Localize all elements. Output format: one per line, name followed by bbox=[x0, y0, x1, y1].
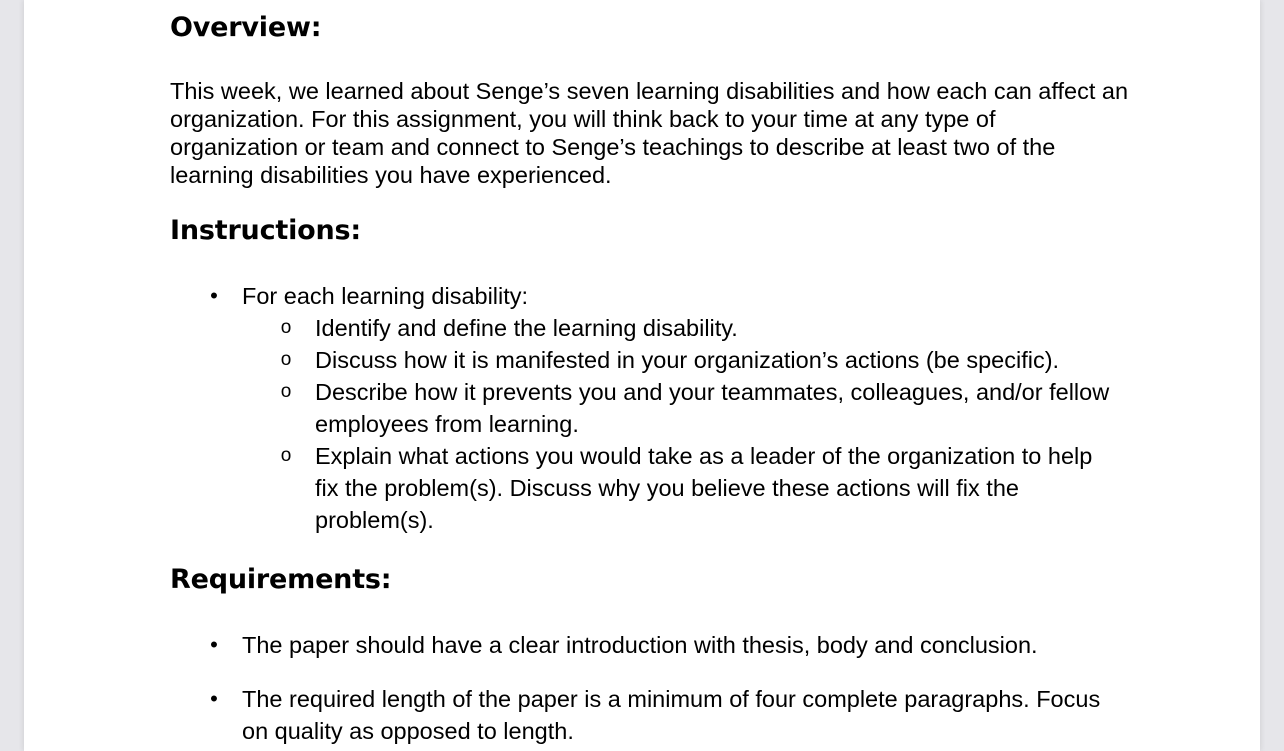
sub-bullet-icon: o bbox=[280, 445, 292, 466]
sub-bullet-icon: o bbox=[280, 317, 292, 338]
instructions-subitem-text: Discuss how it is manifested in your organization’s actions (be specific). bbox=[315, 347, 1060, 373]
bullet-icon: • bbox=[210, 686, 218, 711]
instructions-subitem-text: Describe how it prevents you and your teammates, colleagues, and/or fellow employees from learning. bbox=[315, 379, 1110, 437]
requirements-bullet-text: The required length of the paper is a minimum of four complete paragraphs. Focus on quality as opposed to length. bbox=[242, 686, 1101, 744]
instructions-subitem-text: Explain what actions you would take as a leader of the organization to help fix the problem(s). Discuss why you believe these actions will fix the problem(s). bbox=[315, 443, 1093, 533]
sub-bullet-icon: o bbox=[280, 381, 292, 402]
instructions-heading: Instructions: bbox=[170, 215, 361, 246]
document-page bbox=[24, 0, 1260, 751]
requirements-bullet-text: The paper should have a clear introduction with thesis, body and conclusion. bbox=[242, 632, 1038, 658]
instructions-subitem-text: Identify and define the learning disability. bbox=[315, 315, 738, 341]
overview-heading: Overview: bbox=[170, 12, 322, 43]
instructions-bullet-text: For each learning disability: bbox=[242, 283, 529, 309]
bullet-icon: • bbox=[210, 632, 218, 657]
overview-paragraph: This week, we learned about Senge’s seven learning disabilities and how each can affect an organization. For this assignment, you will think back to your time at any type of organization or team and connect to Senge’s teachings to describe at least two of the learning disabilities you have experienced. bbox=[170, 78, 1129, 188]
bullet-icon: • bbox=[210, 283, 218, 308]
sub-bullet-icon: o bbox=[280, 349, 292, 370]
requirements-heading: Requirements: bbox=[170, 564, 392, 595]
